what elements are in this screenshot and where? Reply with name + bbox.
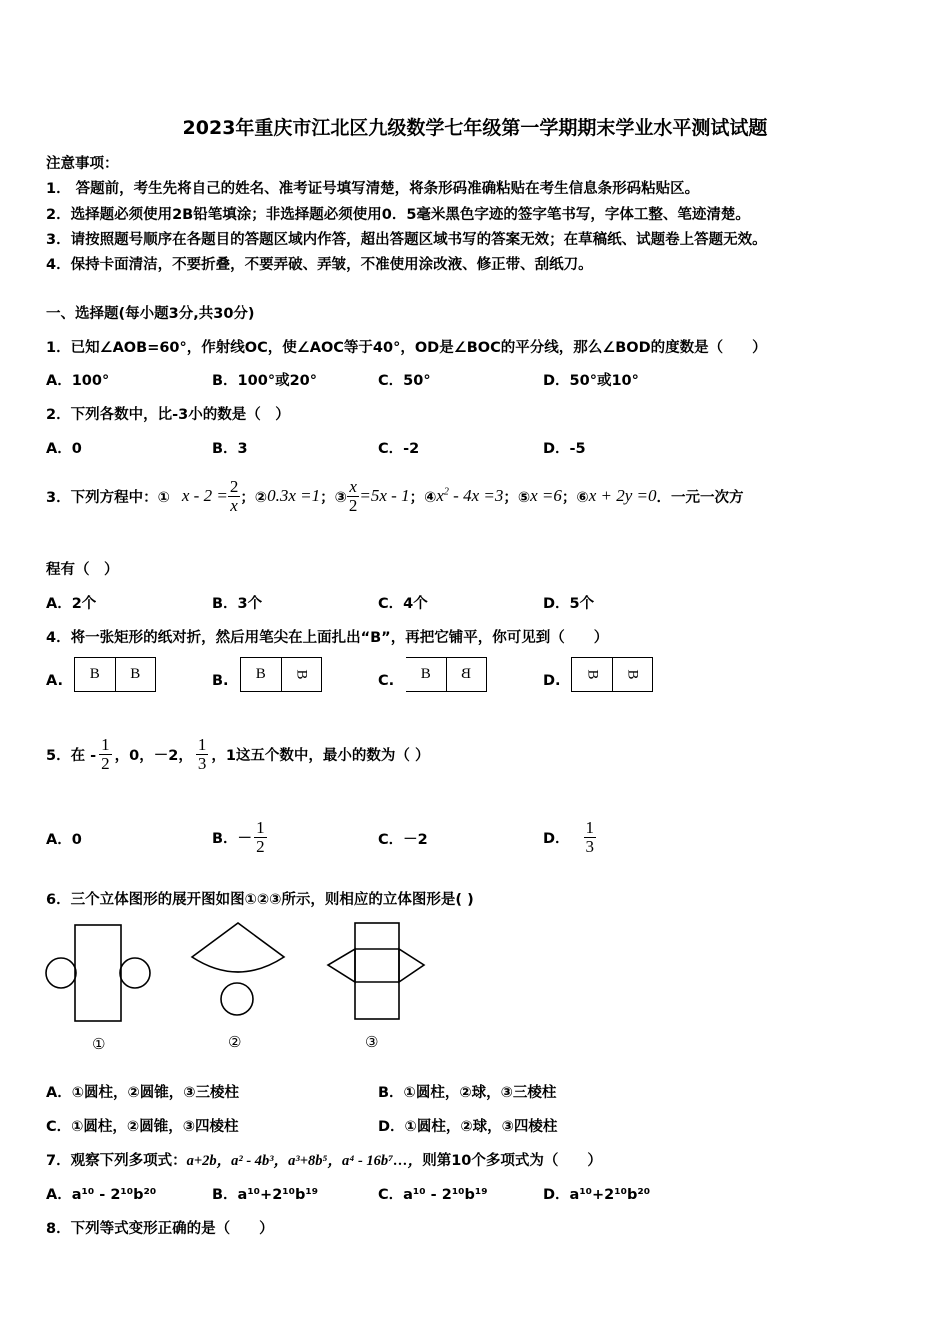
- q1-option-b: B．100°或20°: [212, 373, 317, 389]
- q1-option-a: A．100°: [46, 373, 110, 389]
- notice-item: 3．请按照题号顺序在各题目的答题区域内作答，超出答题区域书写的答案无效；在草稿纸、试题卷上答题无效。: [46, 232, 767, 248]
- q7-option-d: D．a¹⁰+2¹⁰b²⁰: [543, 1187, 651, 1203]
- q6-option-d: D．①圆柱，②球，③四棱柱: [378, 1119, 558, 1135]
- q4-c-mirrored-letter: B: [461, 666, 472, 682]
- q6-option-c: C．①圆柱，②圆锥，③四棱柱: [46, 1119, 239, 1135]
- q5-post: ，1这五个数中，最小的数为（ ）: [211, 747, 430, 764]
- q3-option-d: D．5个: [543, 596, 595, 612]
- q4-d-rotated-letter-left: B: [584, 669, 601, 680]
- q5-option-d: [543, 805, 596, 869]
- q2-option-d: D．-5: [543, 441, 586, 457]
- q5-f2-den: 3: [197, 753, 207, 773]
- q5-optb-num: 1: [256, 817, 265, 837]
- question-1-stem: 1．已知∠AOB=60°，作射线OC，使∠AOC等于40°，OD是∠BOC的平分线，那么∠BOD的度数是（ ）: [46, 340, 767, 356]
- q4-b-rotated-letter: B: [293, 669, 310, 680]
- q3-option-c: C．4个: [378, 596, 428, 612]
- q3-sep4: ；④: [409, 489, 437, 506]
- q3-eq4-base: x: [436, 486, 444, 505]
- q4-c-right: [446, 658, 487, 691]
- question-5-stem: [46, 720, 429, 788]
- question-4-stem: 4．将一张矩形的纸对折，然后用笔尖在上面扎出“B”，再把它铺平，你可见到（ ）: [46, 630, 609, 646]
- q3-eq4-rest: - 4x =3: [448, 486, 504, 505]
- q5-option-b: [212, 805, 267, 869]
- q5-optb-den: 2: [256, 836, 265, 856]
- q5-f1-den: 2: [101, 753, 110, 773]
- q3-eq1-den: x: [230, 495, 238, 515]
- q3-sep5: ；⑤: [503, 489, 531, 506]
- q3-eq1-left: x - 2 =: [181, 486, 228, 505]
- q4-d-rotated-letter-right: B: [624, 669, 641, 680]
- notice-heading: 注意事项：: [46, 156, 119, 172]
- q4-label-d: D.: [543, 673, 561, 689]
- q7-stem-pre: 7．观察下列多项式：: [46, 1153, 187, 1169]
- q3-option-a: A．2个: [46, 596, 97, 612]
- q7-polynomials: a+2b，a² - 4b³，a³+8b⁵，a⁴ - 16b⁷…，: [186, 1153, 423, 1169]
- q3-suffix: ．一元一次方: [656, 489, 744, 506]
- q5-pre: 5．在 -: [46, 747, 97, 764]
- q5-option-a: A．0: [46, 832, 82, 848]
- q5-option-b-fraction: [254, 819, 267, 856]
- q5-option-c: C．－2: [378, 832, 428, 848]
- q6-label-1: ①: [92, 1035, 106, 1053]
- q4-label-b: B.: [212, 673, 229, 689]
- net1-circle-right: [120, 958, 150, 988]
- q3-eq3-den: 2: [348, 495, 358, 515]
- q4-option-d-figure: [571, 657, 653, 692]
- q7-option-c: C．a¹⁰ - 2¹⁰b¹⁹: [378, 1187, 488, 1203]
- q2-option-b: B．3: [212, 441, 248, 457]
- q6-label-2: ②: [228, 1033, 242, 1051]
- notice-item: 2．选择题必须使用2B铅笔填涂；非选择题必须使用0．5毫米黑色字迹的签字笔书写，字体工整、笔迹清楚。: [46, 207, 750, 223]
- q3-eq1-num: 2: [229, 476, 239, 496]
- q3-sep3: ；③: [320, 489, 347, 506]
- q6-nets-figure: [40, 915, 440, 1060]
- q3-eq3-fraction: [347, 478, 360, 515]
- q5-option-b-label: B．－: [212, 830, 253, 847]
- question-8-stem: 8．下列等式变形正确的是（ ）: [46, 1221, 274, 1237]
- q4-a-left: B: [89, 666, 100, 682]
- q2-option-c: C．-2: [378, 441, 420, 457]
- q4-option-a-figure: [74, 657, 156, 692]
- question-6-stem: 6．三个立体图形的展开图如图①②③所示，则相应的立体图形是( ): [46, 892, 474, 908]
- q3-eq3-num: x: [347, 478, 360, 497]
- q3-eq5: x =6: [530, 486, 562, 505]
- q1-option-c: C．50°: [378, 373, 431, 389]
- q5-optd-den: 3: [585, 836, 595, 856]
- q3-eq3-right: =5x - 1: [359, 486, 410, 505]
- q4-c-left: B: [420, 666, 431, 682]
- net3-rectangle: [355, 923, 399, 1019]
- q3-eq4-exp: 2: [443, 486, 449, 498]
- q6-label-3: ③: [365, 1033, 379, 1051]
- q3-option-b: B．3个: [212, 596, 263, 612]
- q5-fraction-1: [99, 736, 112, 773]
- q3-eq2: 0.3x =1: [267, 486, 321, 505]
- q4-b-left: B: [255, 666, 266, 682]
- q5-option-d-fraction: [584, 819, 597, 856]
- q3-prefix: 3．下列方程中：①: [46, 489, 170, 506]
- net1-rectangle: [75, 925, 121, 1021]
- q1-option-d: D．50°或10°: [543, 373, 639, 389]
- q5-mid: ，0，－2，: [114, 747, 193, 764]
- net1-circle-left: [46, 958, 76, 988]
- page-title: 2023年重庆市江北区九级数学七年级第一学期期末学业水平测试试题: [182, 117, 768, 139]
- q6-option-b: B．①圆柱，②球，③三棱柱: [378, 1085, 557, 1101]
- q4-option-b-figure: [240, 657, 322, 692]
- q6-option-a: A．①圆柱，②圆锥，③三棱柱: [46, 1085, 240, 1101]
- q4-option-c-figure: [406, 657, 487, 692]
- section-heading: 一、选择题(每小题3分,共30分): [46, 306, 255, 322]
- q5-fraction-2: [196, 736, 209, 773]
- q2-option-a: A．0: [46, 441, 82, 457]
- question-2-stem: 2．下列各数中，比-3小的数是（ ）: [46, 407, 290, 423]
- q4-label-a: A.: [46, 673, 63, 689]
- question-3-stem: [46, 472, 744, 520]
- q5-f2-num: 1: [197, 734, 207, 754]
- question-7-stem: [46, 1149, 602, 1170]
- q5-f1-num: 1: [101, 734, 110, 754]
- q4-a-right: B: [115, 658, 156, 691]
- q7-option-b: B．a¹⁰+2¹⁰b¹⁹: [212, 1187, 319, 1203]
- q4-d-right: [612, 658, 653, 691]
- q4-d-left: [572, 658, 612, 691]
- q3-line2: 程有（ ）: [46, 562, 119, 578]
- q4-label-c: C.: [378, 673, 395, 689]
- net3-triangle-right: [399, 949, 424, 982]
- q3-sep2: ；②: [240, 489, 268, 506]
- notice-item: 1． 答题前，考生先将自己的姓名、准考证号填写清楚，将条形码准确粘贴在考生信息条形码粘贴区。: [46, 181, 700, 197]
- net2-sector: [192, 923, 284, 972]
- q3-eq6: x + 2y =0: [588, 486, 657, 505]
- q5-optd-num: 1: [585, 817, 595, 837]
- q7-option-a: A．a¹⁰ - 2¹⁰b²⁰: [46, 1187, 157, 1203]
- q3-eq1-fraction: [228, 478, 241, 515]
- q7-stem-post: 则第10个多项式为（ ）: [422, 1153, 602, 1169]
- q5-option-d-label: D．: [543, 830, 570, 847]
- q3-sep6: ；⑥: [561, 489, 589, 506]
- net2-circle: [221, 983, 253, 1015]
- q3-eq4: [436, 486, 503, 506]
- notice-item: 4．保持卡面清洁，不要折叠，不要弄破、弄皱，不准使用涂改液、修正带、刮纸刀。: [46, 257, 593, 273]
- q4-b-right: [281, 658, 322, 691]
- net3-triangle-left: [328, 949, 355, 982]
